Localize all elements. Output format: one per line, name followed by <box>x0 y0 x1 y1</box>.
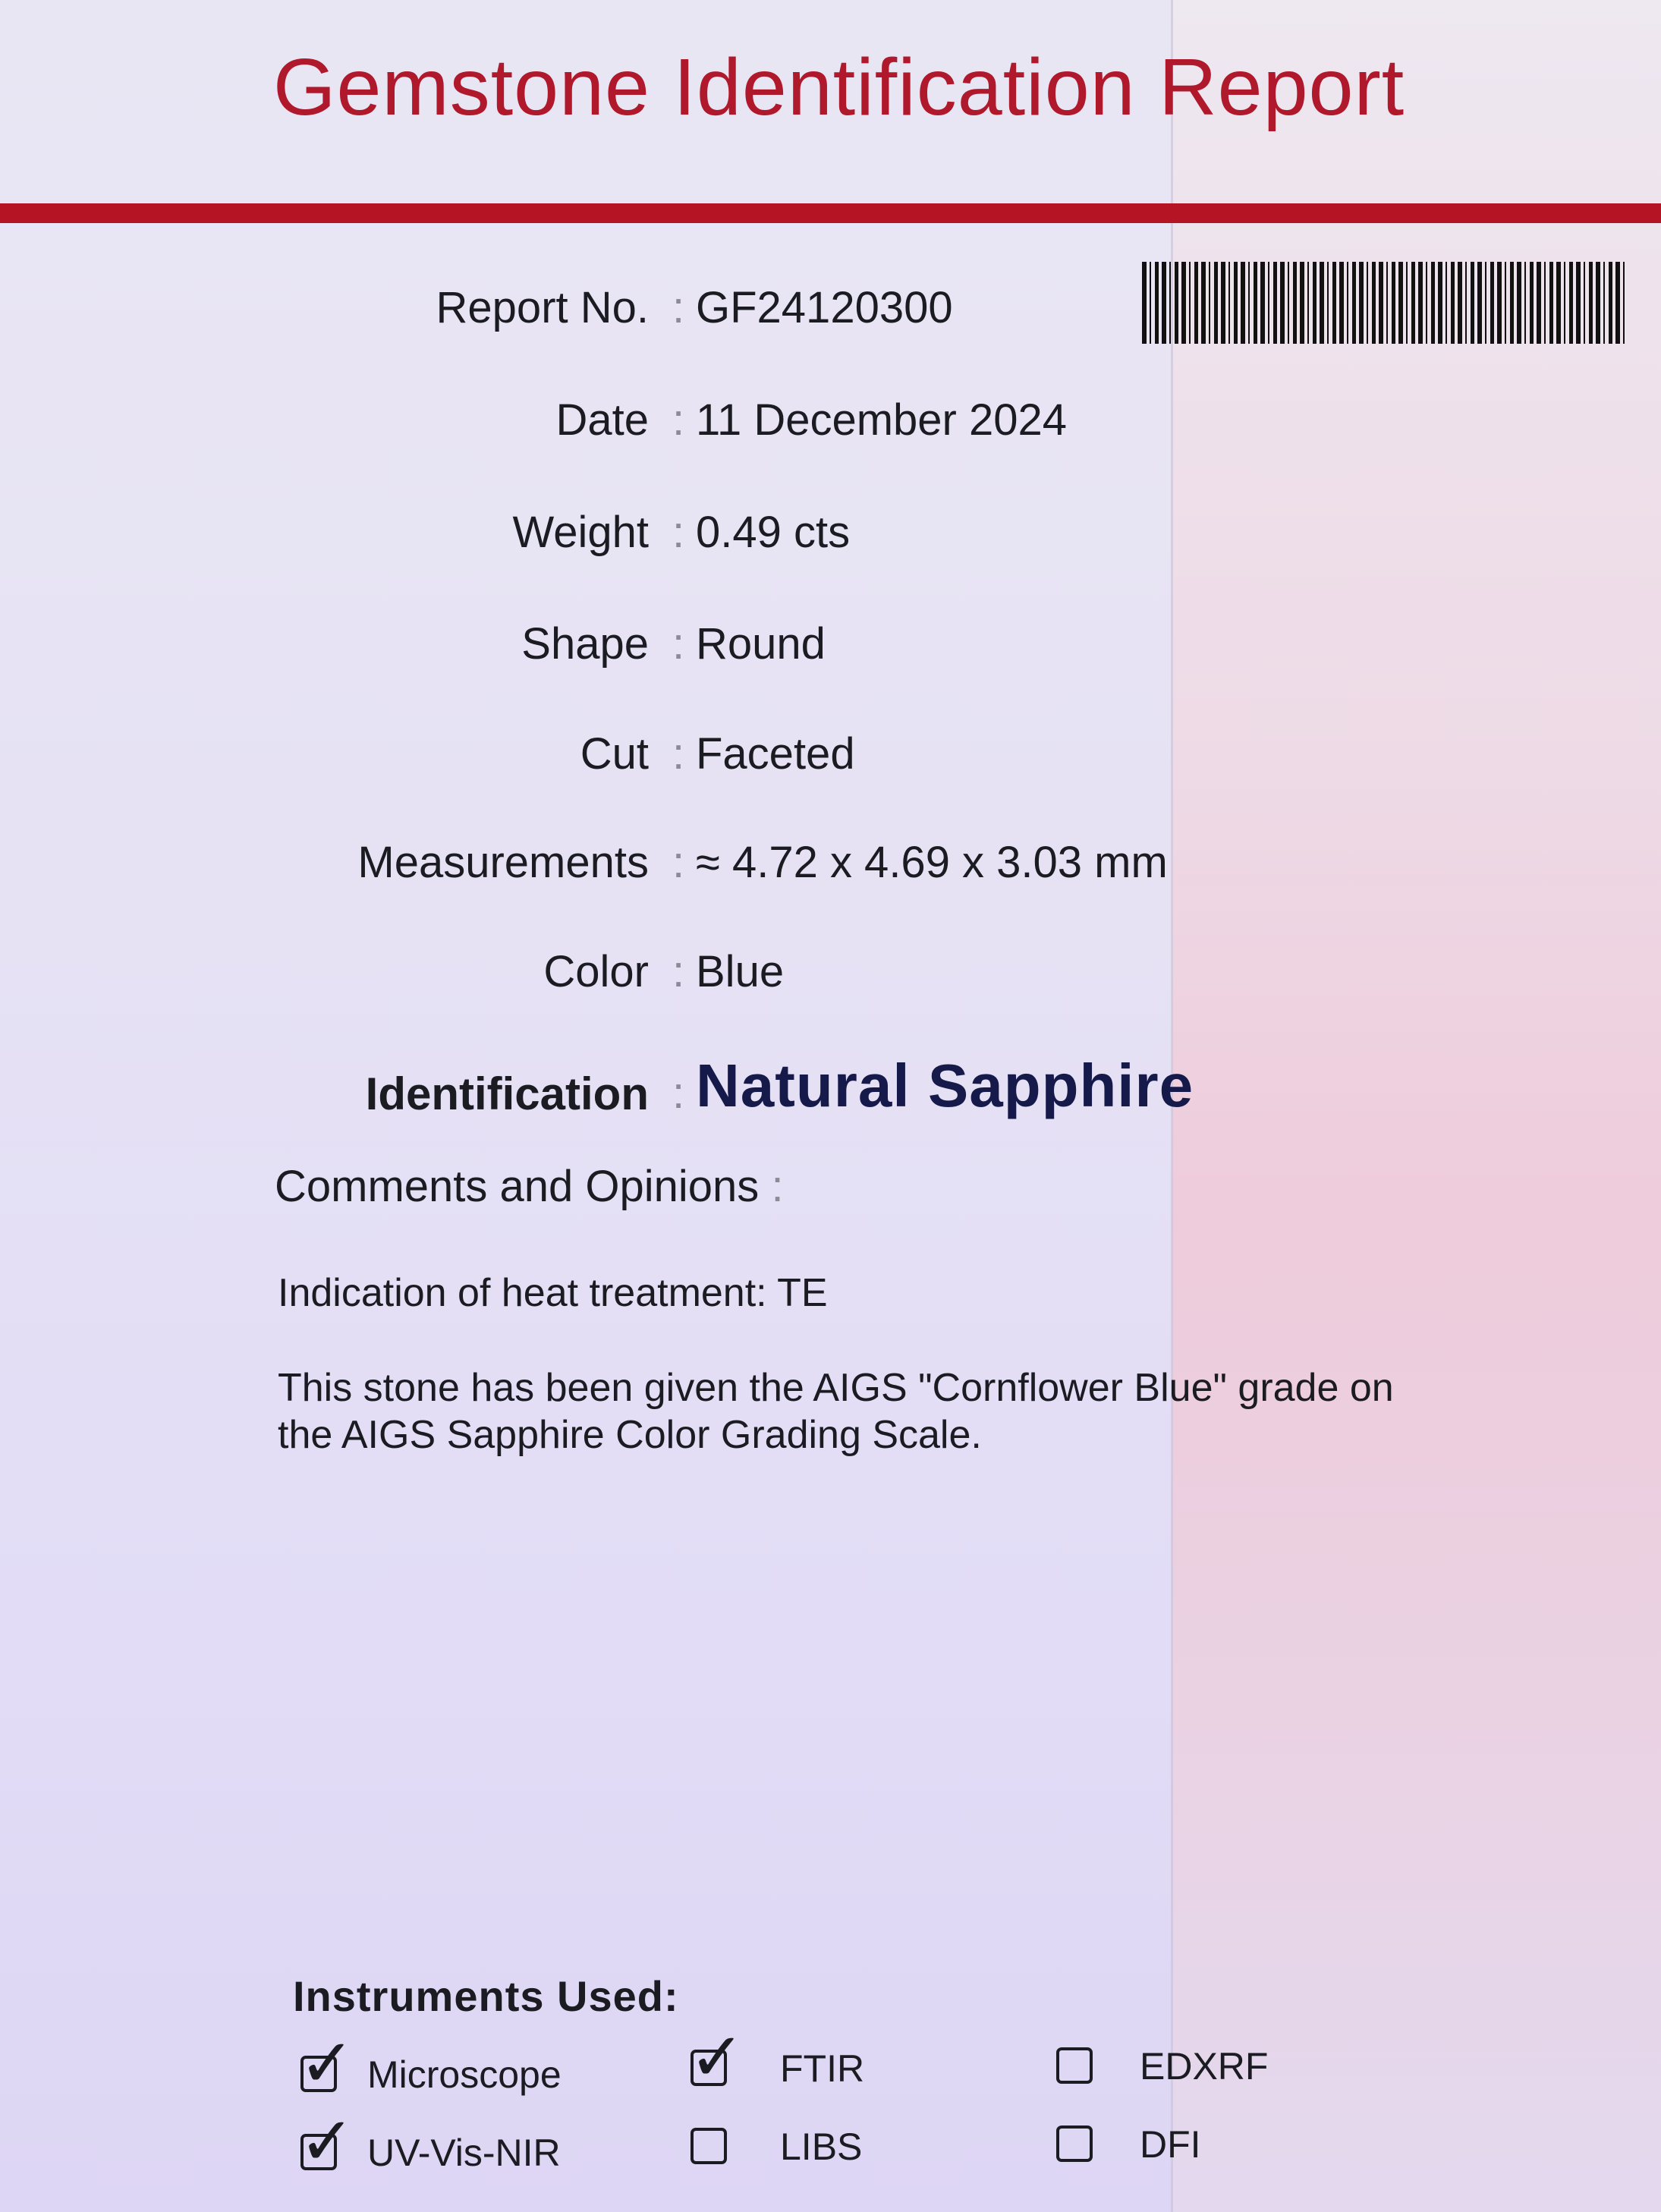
field-value: Round <box>696 619 826 669</box>
instrument-name: DFI <box>1140 2123 1201 2166</box>
instrument-name: UV-Vis-NIR <box>367 2132 561 2174</box>
checkmark-icon: ✓ <box>689 2019 745 2094</box>
field-weight <box>0 507 1290 575</box>
header-rule <box>0 203 1661 223</box>
field-separator: : <box>672 508 685 557</box>
field-value: ≈ 4.72 x 4.69 x 3.03 mm <box>696 838 1168 887</box>
comments-separator: : <box>771 1162 784 1211</box>
field-label: Measurements <box>357 838 649 887</box>
field-shape <box>0 618 1290 687</box>
instrument-name: Microscope <box>367 2053 562 2096</box>
checkmark-icon: ✓ <box>299 2025 355 2100</box>
field-label: Weight <box>512 508 649 557</box>
field-color <box>0 946 1290 1015</box>
field-value: Blue <box>696 947 785 996</box>
checkbox <box>691 2128 727 2164</box>
field-separator: : <box>672 947 685 996</box>
report-title: Gemstone Identification Report <box>273 42 1405 132</box>
identification-value: Natural Sapphire <box>696 1052 1194 1119</box>
field-separator: : <box>672 729 685 779</box>
field-separator: : <box>672 395 685 445</box>
instruments-heading: Instruments Used: <box>293 1972 679 2020</box>
checkmark-icon: ✓ <box>299 2103 355 2179</box>
field-separator: : <box>672 283 685 332</box>
checkbox <box>1056 2125 1093 2162</box>
comment-line: the AIGS Sapphire Color Grading Scale. <box>278 1413 982 1457</box>
field-label: Date <box>555 395 649 445</box>
field-label: Color <box>543 947 649 996</box>
comment-line: Indication of heat treatment: TE <box>278 1271 828 1315</box>
field-report-no <box>0 282 1290 351</box>
instrument-name: FTIR <box>780 2047 865 2090</box>
field-label: Shape <box>521 619 649 669</box>
instrument-name: EDXRF <box>1140 2045 1269 2088</box>
field-date <box>0 395 1290 463</box>
field-value: 0.49 cts <box>696 508 851 557</box>
field-measurements <box>0 837 1290 905</box>
field-value: Faceted <box>696 729 855 779</box>
comment-line: This stone has been given the AIGS "Cornflower Blue" grade on <box>278 1366 1394 1410</box>
field-separator: : <box>672 1068 685 1118</box>
field-value: 11 December 2024 <box>696 395 1068 445</box>
field-identification <box>0 1052 1290 1127</box>
field-cut <box>0 728 1290 797</box>
field-separator: : <box>672 838 685 887</box>
instrument-name: LIBS <box>780 2125 863 2168</box>
field-label: Cut <box>580 729 649 779</box>
comments-heading <box>275 1161 784 1212</box>
field-separator: : <box>672 619 685 669</box>
comments-label: Comments and Opinions <box>275 1162 760 1211</box>
field-value: GF24120300 <box>696 283 953 332</box>
checkbox <box>1056 2047 1093 2084</box>
identification-label: Identification <box>365 1068 649 1119</box>
field-label: Report No. <box>436 283 649 332</box>
